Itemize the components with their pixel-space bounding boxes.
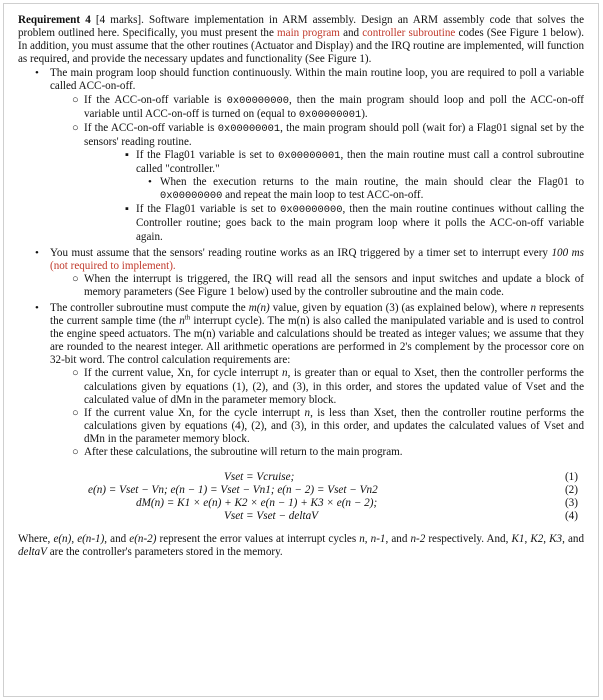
equation-number-2: (2) xyxy=(564,484,578,497)
hollow-bullet-icon: ○ xyxy=(72,272,79,285)
bullet-irq-triggered: ○ When the interrupt is triggered, the IRQ will read all the sensors and input switches and update a block of memory parameters (See Figure 1 below) used by the controller subroutine and the main code. xyxy=(72,272,584,298)
equation-4: Vset = Vset − deltaV xyxy=(224,510,319,523)
bullet-xn-lt-xset: ○ If the current value Xn, for the cycle interrupt n, is less than Xset, then the controller routine performs the calculations given by equations (4), (2), and (3), in this order, and updates the calculated values of Vset and dMn in the parameter memory block. xyxy=(72,406,585,445)
not-required-highlight: (not required to implement). xyxy=(50,259,176,272)
filled-bullet-icon: • xyxy=(35,67,39,80)
requirement-title: Requirement 4 xyxy=(18,14,91,26)
bullet-irq: • You must assume that the sensors' reading routine works as an IRQ triggered by a timer set to interrupt every 100 ms (not required to implement). xyxy=(35,246,584,272)
filled-bullet-icon: • xyxy=(148,176,152,189)
bullet-main-loop: • The main program loop should function continuously. Within the main routine loop, you are required to poll a variable called ACC-on-off. xyxy=(35,67,584,93)
requirement-intro: Requirement 4 [4 marks]. Software implementation in ARM assembly. Design an ARM assembly code that solves the problem outlined here. Specifically, you must present the main program and controller subroutine codes (See Figure 1 below). In addition, you must assume that the other routines (Actuator and Display) and the IRQ routine are implemented, will function as required, and provide the necessary updates and functionality (See Figure 1). xyxy=(18,14,585,66)
equation-1: Vset = Vcruise; xyxy=(224,471,295,484)
bullet-acc-on: ○ If the ACC-on-off variable is 0x00000001, the main program should poll (wait for) a Flag01 signal set by the sensors' reading routine. xyxy=(72,121,585,148)
controller-subroutine-highlight: controller subroutine xyxy=(362,27,456,40)
equation-number-1: (1) xyxy=(564,471,578,484)
bullet-after-calc: ○ After these calculations, the subroutine will return to the main program. xyxy=(72,446,403,458)
bullet-flag-clear: ▪ If the Flag01 variable is set to 0x00000000, then the main routine continues without calling the Controller routine; goes back to the main program loop where it polls the ACC-on-off variable again. xyxy=(125,203,584,243)
hollow-bullet-icon: ○ xyxy=(72,446,79,458)
bullet-return-to-main: • When the execution returns to the main routine, the main should clear the Flag01 to 0x00000000 and repeat the main loop to test ACC-on-off. xyxy=(148,176,584,203)
hollow-bullet-icon: ○ xyxy=(72,406,79,419)
equation-block xyxy=(18,471,584,527)
irq-period: 100 ms xyxy=(551,246,584,259)
requirement-marks: [4 marks] xyxy=(90,14,142,26)
main-program-highlight: main program xyxy=(277,27,340,40)
bullet-controller: • The controller subroutine must compute the m(n) value, given by equation (3) (as explained below), where n represents the current sample time (the $n^{th}$ interrupt cycle). The m(n) is also called the manipulated variable and is used to control the engine speed actuators. The m(n) variable and calculations should be treated as integer values; we assume that they are rounded to the nearest integer. All arithmetic operations are performed in 2's complement by the processor core on 32-bit word. The control calculation requirements are: xyxy=(35,301,584,367)
equation-number-3: (3) xyxy=(564,497,578,510)
equation-2: e(n) = Vset − Vn; e(n − 1) = Vset − Vn1; e(n − 2) = Vset − Vn2 xyxy=(88,484,378,497)
hollow-bullet-icon: ○ xyxy=(72,93,79,106)
bullet-xn-ge-xset: ○ If the current value, Xn, for cycle interrupt n, is greater than or equal to Xset, then the controller performs the calculations given by equations (1), (2), and (3), in this order, and stores the updated value of Vset and the calculated value of dMn in the parameter memory block. xyxy=(72,367,584,406)
bullet-flag-set: ▪ If the Flag01 variable is set to 0x00000001, then the main routine must call a control subroutine called "controller." xyxy=(125,148,585,176)
square-bullet-icon: ▪ xyxy=(125,148,129,161)
where-paragraph: Where, e(n), e(n-1), and e(n-2) represent the error values at interrupt cycles n, n-1, and n-2 respectively. And, K1, K2, K3, and deltaV are the controller's parameters stored in the memory. xyxy=(18,533,584,559)
equation-number-4: (4) xyxy=(564,510,578,523)
filled-bullet-icon: • xyxy=(35,301,39,314)
filled-bullet-icon: • xyxy=(35,246,39,259)
hollow-bullet-icon: ○ xyxy=(72,367,79,380)
bullet-acc-off: ○ If the ACC-on-off variable is 0x00000000, then the main program should loop and poll the ACC-on-off variable until ACC-on-off is turned on (equal to 0x00000001). xyxy=(72,93,584,121)
square-bullet-icon: ▪ xyxy=(125,203,129,216)
document-page xyxy=(3,3,599,697)
hollow-bullet-icon: ○ xyxy=(72,121,79,134)
equation-3: dM(n) = K1 × e(n) + K2 × e(n − 1) + K3 × e(n − 2); xyxy=(136,497,378,510)
